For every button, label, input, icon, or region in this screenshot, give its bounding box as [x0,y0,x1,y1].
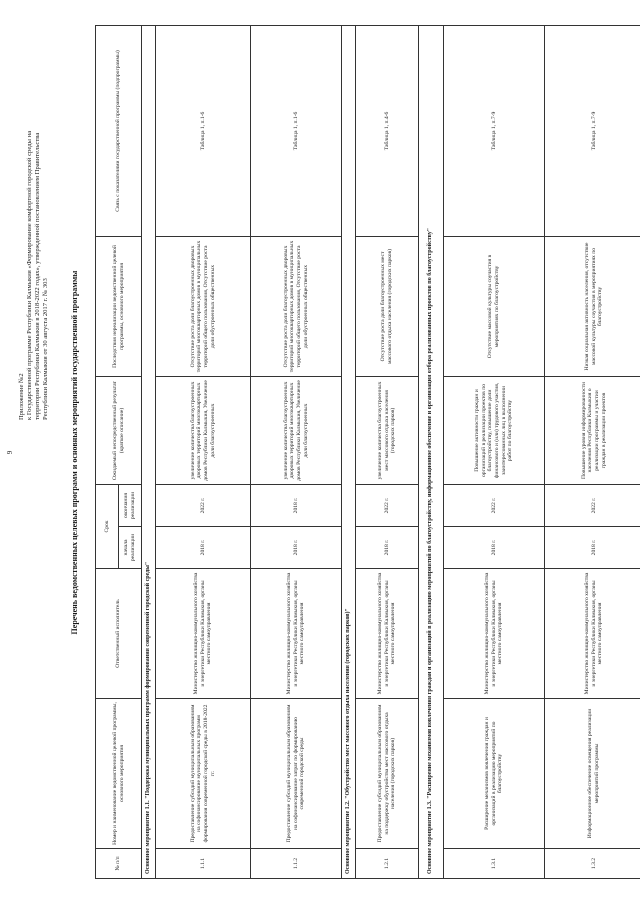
row-start: 2018 г. [545,527,640,569]
row-consequences: Низкая социальная активность населения, отсутствие массовой культуры соучастия в мероприятиях по благоустройству [545,236,640,376]
row-consequences: Отсутствие роста доли благоустроенных дворовых территорий многоквартирных домов в муниципальных территорий общего пользования, Отсутствие роста доли обустроенных общественных [251,236,342,376]
row-name: Предоставление субсидий муниципальным образованиям на софинансирование затрат по формированию современной городской среды [251,699,342,849]
section-title: Основное мероприятие 1.3. "Расширение механизмов вовлечения граждан и организаций в реализацию мероприятий по благоустройству, информационное обеспечение и организация отбора реализованных проектов по благоустройству" [419,25,444,878]
row-link: Таблица 1, п.1-6 [156,25,251,236]
appendix-line: территории Республики Калмыкия в 2018-2022 годах», утвержденной постановлением Правительства [34,132,42,420]
row-start: 2018 г. [251,527,342,569]
row-result: Повышение уровня информированности населения Республики Калмыкия о реализации программы и участии граждан в реализации проектов [545,376,640,484]
appendix-note [18,25,50,420]
table-row [156,25,251,878]
section-row [142,25,156,878]
row-end: 2022 г. [545,484,640,526]
row-consequences: Отсутствие роста доли благоустроенных дворовых территорий многоквартирных домов в муниципальных территорий общего пользования, Отсутствие роста доли обустроенных общественных [156,236,251,376]
row-name: Предоставление субсидий муниципальным образованиям на софинансирование муниципальных программ формирования современной городской среды в 2018-2022 гг. [156,699,251,849]
table-row [545,25,640,878]
appendix-line: Приложение №2 [18,373,25,420]
row-end: 2018 г. [251,484,342,526]
row-consequences: Отсутствие массовой культуры соучастия в мероприятиях по благоустройству [444,236,545,376]
header-link: Связь с показателями государственной программы (подпрограммы) [96,25,142,236]
row-link: Таблица 1, п.7-9 [444,25,545,236]
row-num: 1.3.1 [444,849,545,879]
row-start: 2018 г. [156,527,251,569]
row-name: Предоставление субсидий муниципальным образованиям на поддержку обустройства мест массового отдыха населения (городских парков) [356,699,419,849]
row-end: 2022 г. [444,484,545,526]
appendix-line: к Государственной программе Республики Калмыкия «Формирование комфортной городской среды на [26,130,34,420]
header-name: Номер и наименование ведомственной целевой программы, основного мероприятия [96,699,142,849]
row-executor: Министерство жилищно-коммунального хозяйства и энергетики Республики Калмыкия, органы местного самоуправления [356,569,419,699]
document-title: Перечень ведомственных целевых программ и основных мероприятий государственной программы [70,270,79,635]
row-start: 2018 г. [356,527,419,569]
row-executor: Министерство жилищно-коммунального хозяйства и энергетики Республики Калмыкия, органы местного самоуправления [251,569,342,699]
table-row [356,25,419,878]
section-title: Основное мероприятие 1.1. "Поддержка муниципальных программ формирования современной городской среды" [142,25,156,878]
row-result: увеличение количества благоустроенных дворовых территорий многоквартирных домов Республики Калмыкия, Увеличение доли благоустроенных [251,376,342,484]
section-row [342,25,356,878]
header-term: Срок [96,484,119,568]
row-end: 2022 г. [356,484,419,526]
row-consequences: Отсутствие роста доли благоустроенных мест массового отдыха населения (городских парков) [356,236,419,376]
header-result: Ожидаемый непосредственный результат (краткое описание) [96,376,142,484]
row-result: Повышение активности граждан и организаций в реализации проектов по благоустройству, повышение доли финансового и (или) трудового участия, заинтересованных лиц в выполнении работ по благоустройству [444,376,545,484]
appendix-line: Республики Калмыкия от 30 августа 2017 г. № 303 [42,278,50,420]
row-num: 1.2.1 [356,849,419,879]
row-end: 2022 г. [156,484,251,526]
header-start: начала реализации [119,527,142,569]
row-name: Расширение механизмов вовлечения граждан и организаций в реализацию мероприятий по благоустройству [444,699,545,849]
header-end: окончания реализации [119,484,142,526]
section-title: Основное мероприятие 1.2. "Обустройство мест массового отдыха населения (городских парков)" [342,25,356,878]
row-executor: Министерство жилищно-коммунального хозяйства и энергетики Республики Калмыкия, органы местного самоуправления [444,569,545,699]
row-executor: Министерство жилищно-коммунального хозяйства и энергетики Республики Калмыкия, органы местного самоуправления [545,569,640,699]
table-row [444,25,545,878]
row-link: Таблица 1, п.1-6 [251,25,342,236]
row-link: Таблица 1, п.7-9 [545,25,640,236]
header-consequences: Последствия нереализации ведомственной целевой программы, основного мероприятия [96,236,142,376]
row-result: увеличение количества благоустроенных дворовых территорий многоквартирных домов Республики Калмыкия, Увеличение доли благоустроенных [156,376,251,484]
row-result: увеличение количества благоустроенных мест массового отдыха населения (городских парков) [356,376,419,484]
row-executor: Министерство жилищно-коммунального хозяйства и энергетики Республики Калмыкия, органы местного самоуправления [156,569,251,699]
row-name: Информационное обеспечение освещения реализации мероприятий программы [545,699,640,849]
header-num: № п/п [96,849,142,879]
header-executor: Ответственный исполнитель [96,569,142,699]
row-start: 2018 г. [444,527,545,569]
programs-table [95,25,640,879]
row-link: Таблица 1, п.4-6 [356,25,419,236]
row-num: 1.1.1 [156,849,251,879]
table-header-row [96,25,119,878]
row-num: 1.3.2 [545,849,640,879]
table-row [251,25,342,878]
row-num: 1.1.2 [251,849,342,879]
page-number: 9 [6,450,14,455]
section-row [419,25,444,878]
